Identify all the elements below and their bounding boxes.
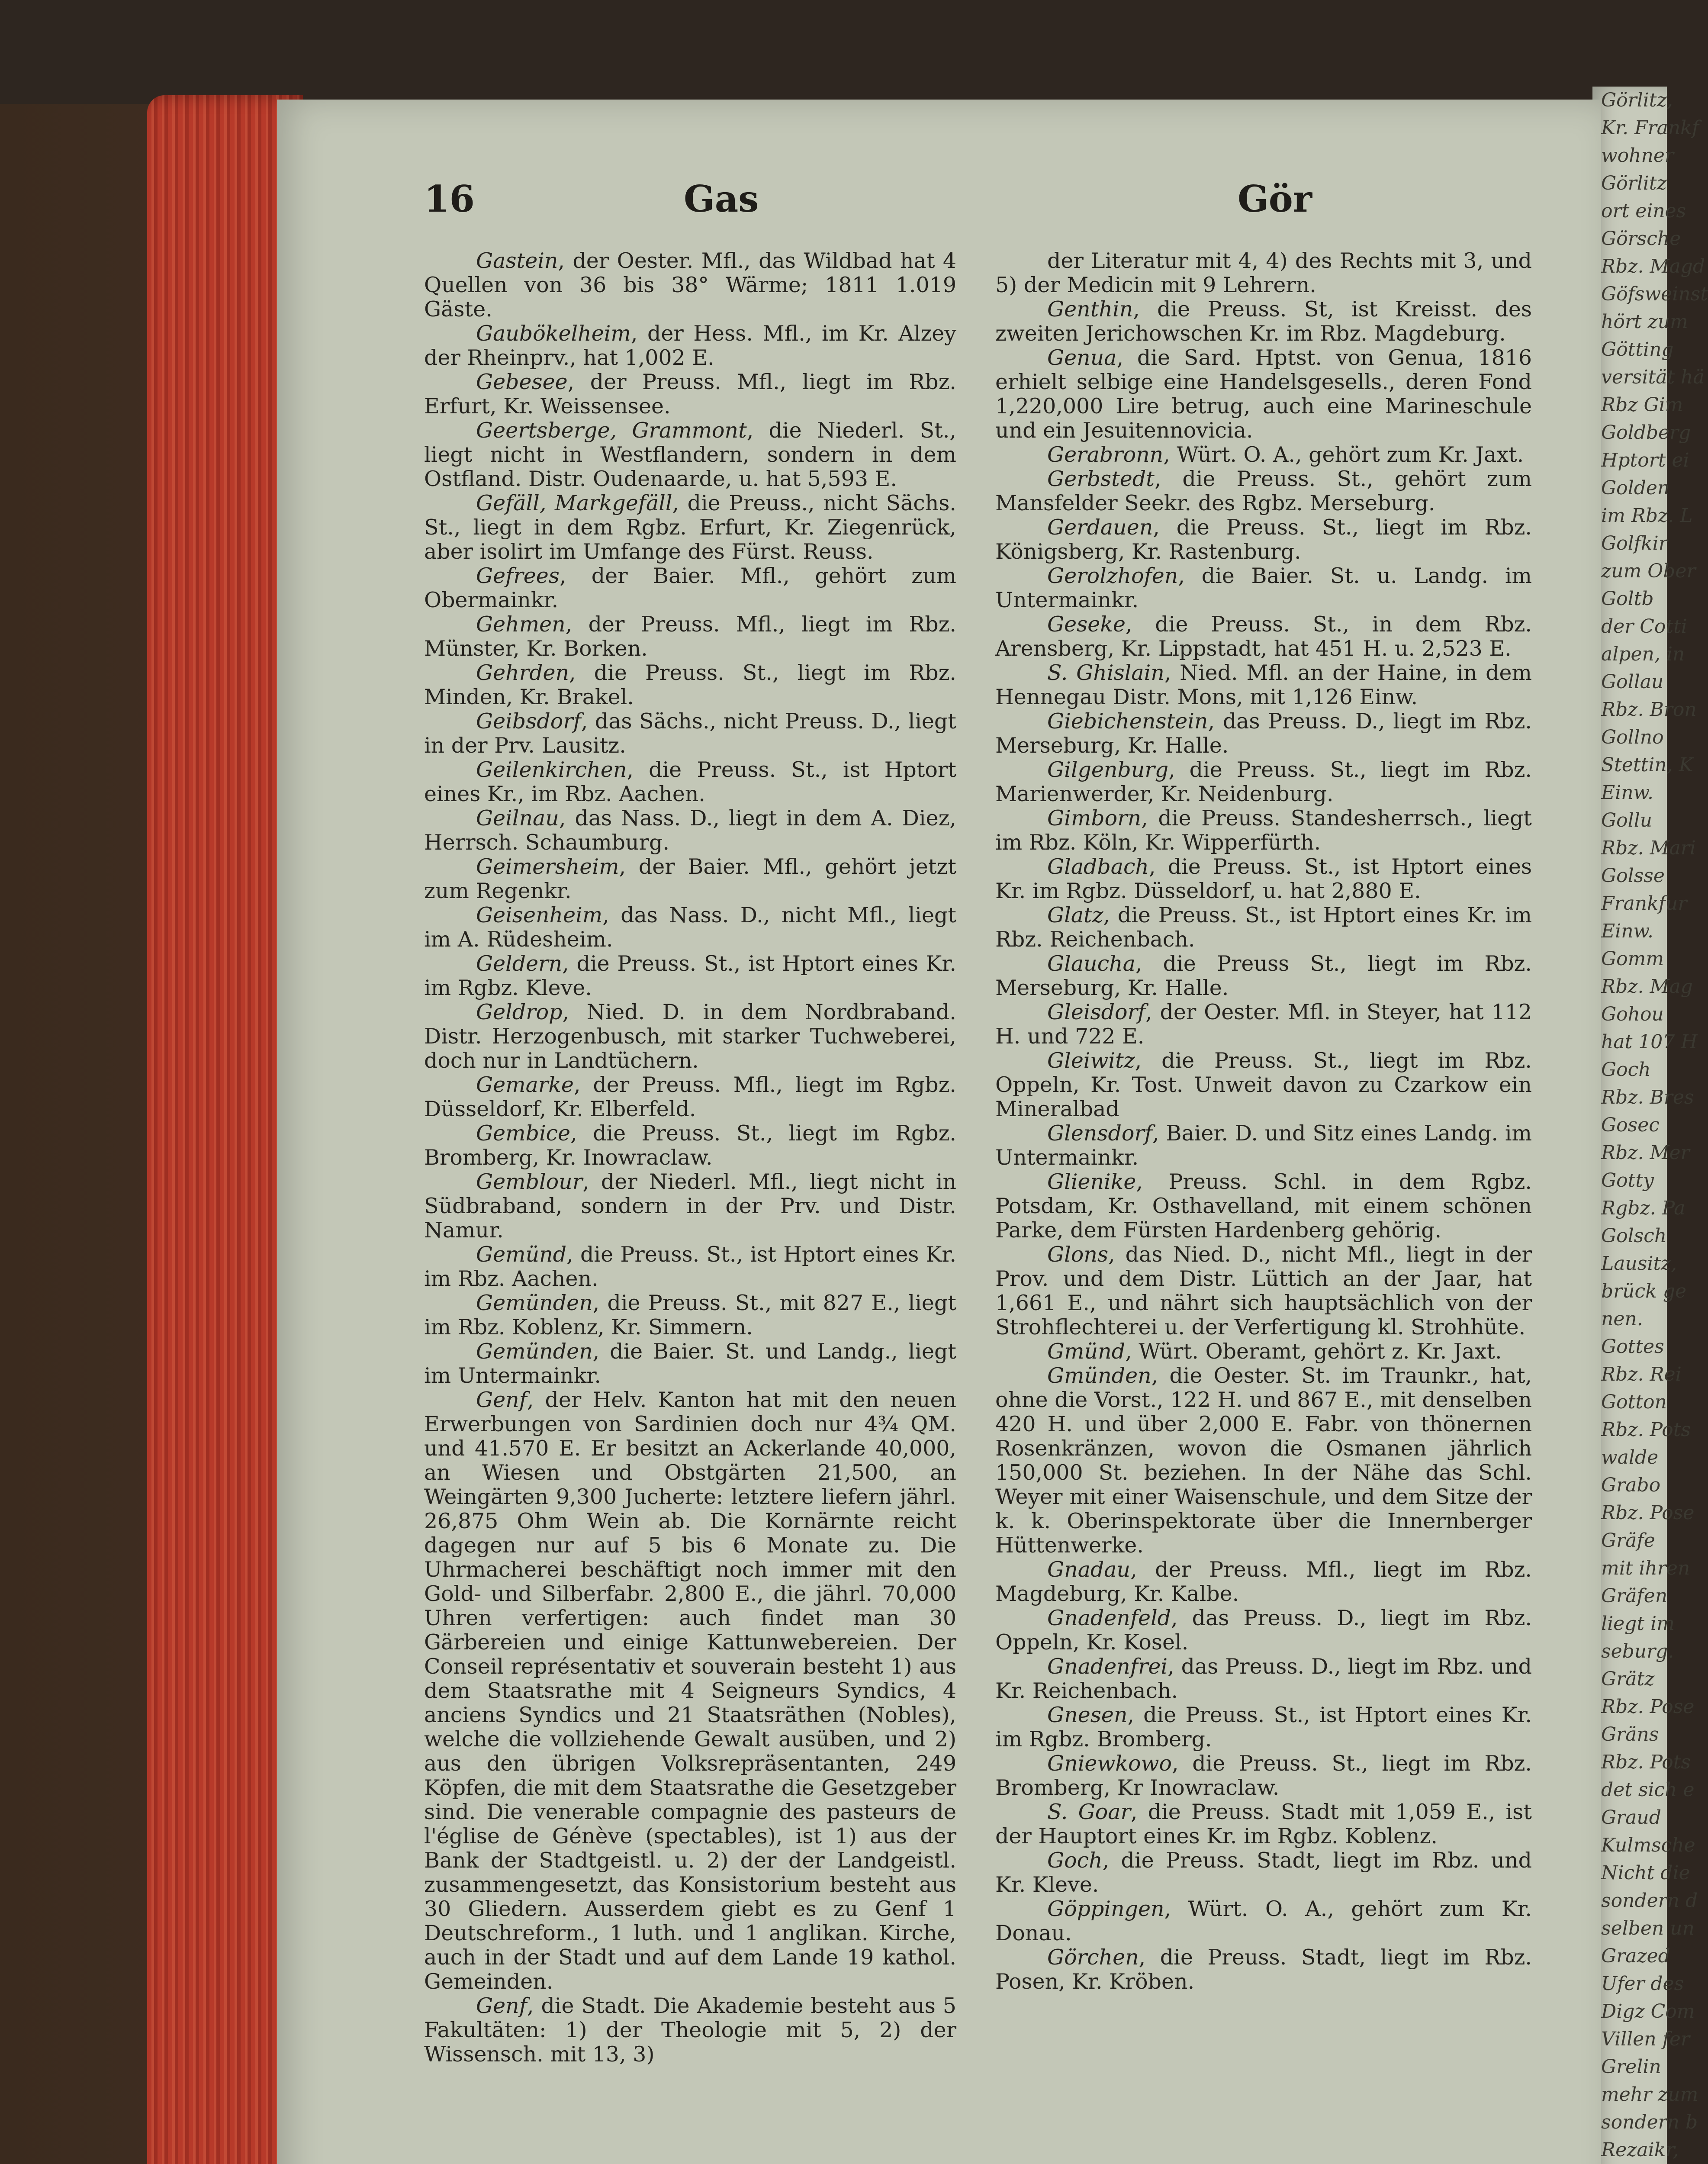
entry-text: , die Preuss. Stadt mit 1,059 E., ist der Hauptort eines Kr. im Rgbz. Koblenz.	[995, 1800, 1532, 1848]
entry-text: , der Oester. Mfl., das Wildbad hat 4 Quellen von 36 bis 38° Wärme; 1811 1.019 Gäste.	[424, 248, 956, 322]
entry-headword: Görchen	[1047, 1945, 1139, 1970]
entry-headword: Glons	[1047, 1242, 1109, 1267]
entry-headword: Giebichenstein	[1047, 709, 1208, 734]
dictionary-entry	[424, 1388, 956, 1994]
next-page-fragment: Gollu	[1601, 809, 1653, 831]
next-page-fragment: Hptort ei	[1601, 449, 1689, 471]
dictionary-entry	[424, 661, 956, 709]
entry-headword: Gleiwitz	[1047, 1048, 1135, 1073]
entry-text: , das Nass. D., liegt in dem A. Diez, Herrsch. Schaumburg.	[424, 806, 956, 855]
next-page-fragment: Rbz. Mer	[1601, 1142, 1690, 1164]
next-page-fragment: Goldberg	[1601, 422, 1691, 444]
entry-text: , der Preuss. Mfl., liegt im Rbz. Erfurt, Kr. Weissensee.	[424, 370, 956, 419]
entry-headword: Gemarke	[476, 1072, 574, 1097]
entry-text: , die Preuss. Stadt, liegt im Rbz. Posen, Kr. Kröben.	[995, 1945, 1532, 1994]
dictionary-entry	[995, 1049, 1532, 1121]
entry-headword: Gastein	[476, 248, 558, 273]
entry-headword: Genthin	[1047, 297, 1133, 322]
entry-headword: Gefäll, Markgefäll	[476, 491, 672, 515]
next-page-fragment: Kr. Frankf	[1601, 117, 1699, 139]
next-page-fragment: mehr zum	[1601, 2083, 1698, 2106]
next-page-fragment: wohner	[1601, 145, 1674, 167]
next-page-fragment: Stettin, K	[1601, 754, 1693, 776]
next-page-fragment: Rbz. Bron	[1601, 699, 1697, 721]
next-page-fragment: der Cotti	[1601, 615, 1687, 638]
dictionary-entry	[995, 1170, 1532, 1243]
next-page-fragment: Göfsweinst	[1601, 283, 1708, 305]
dictionary-entry	[424, 709, 956, 758]
dictionary-entry	[995, 1243, 1532, 1340]
entry-headword: Gemünden	[476, 1291, 593, 1315]
dictionary-entry	[424, 370, 956, 419]
next-page-fragment: Ufer des	[1601, 1973, 1684, 1995]
entry-text: , das Preuss. D., liegt im Rbz. Oppeln, Kr. Kosel.	[995, 1606, 1532, 1655]
entry-text: , Würt. O. A., gehört zum Kr. Donau.	[995, 1897, 1532, 1945]
next-page-fragment: Gollno	[1601, 726, 1664, 748]
entry-text: , Nied. Mfl. an der Haine, in dem Hennegau Distr. Mons, mit 1,126 Einw.	[995, 660, 1532, 709]
entry-headword: Gilgenburg	[1047, 757, 1169, 782]
entry-headword: Glaucha	[1047, 951, 1135, 976]
entry-headword: Gerdauen	[1047, 515, 1153, 540]
entry-text: , der Preuss. Mfl., liegt im Rbz. Münster, Kr. Borken.	[424, 612, 956, 661]
entry-text: , die Baier. St. und Landg., liegt im Untermainkr.	[424, 1339, 956, 1388]
entry-text: , Preuss. Schl. in dem Rgbz. Potsdam, Kr. Osthavelland, mit einem schönen Parke, dem Fürsten Hardenberg gehörig.	[995, 1169, 1532, 1243]
entry-text: , der Preuss. Mfl., liegt im Rbz. Magdeburg, Kr. Kalbe.	[995, 1557, 1532, 1606]
entry-headword: Gerabronn	[1047, 442, 1164, 467]
next-page-fragment: det sich e	[1601, 1779, 1695, 1801]
dictionary-entry	[995, 346, 1532, 443]
next-page-fragment: nen.	[1601, 1308, 1643, 1330]
dictionary-entry	[424, 1121, 956, 1170]
entry-headword: Gehrden	[476, 660, 569, 685]
next-page-fragment: im Rbz. L	[1601, 505, 1693, 527]
next-page-fragment: Rbz. Pots	[1601, 1751, 1691, 1773]
entry-headword: Genf	[476, 1388, 527, 1412]
page-header	[424, 177, 1532, 225]
next-page-fragment: Görlitz	[1601, 172, 1667, 194]
entry-text: , Baier. D. und Sitz eines Landg. im Untermainkr.	[995, 1121, 1532, 1170]
entry-headword: Gemünd	[476, 1242, 567, 1267]
dictionary-entry	[995, 1121, 1532, 1170]
next-page-fragment: Gotton	[1601, 1391, 1667, 1413]
entry-text: , die Preuss. St., ist Hptort eines Kr. im Rbz. Reichenbach.	[995, 903, 1532, 952]
next-page-fragment: Götting	[1601, 338, 1674, 361]
entry-headword: Gnadau	[1047, 1557, 1131, 1582]
entry-headword: S. Goar	[1047, 1800, 1131, 1824]
entry-headword: Gehmen	[476, 612, 566, 637]
next-page-fragment: mit ihren	[1601, 1557, 1690, 1579]
next-page-fragment: Golfkir	[1601, 532, 1668, 554]
next-page-fragment: Gräns	[1601, 1723, 1659, 1745]
entry-text: , die Preuss. St., mit 827 E., liegt im Rbz. Koblenz, Kr. Simmern.	[424, 1291, 956, 1340]
entry-headword: Geisenheim	[476, 903, 603, 927]
entry-headword: S. Ghislain	[1047, 660, 1164, 685]
dictionary-entry	[995, 1558, 1532, 1606]
entry-text: , Würt. Oberamt, gehört z. Kr. Jaxt.	[1125, 1339, 1502, 1364]
dictionary-entry	[424, 855, 956, 903]
dictionary-entry	[424, 564, 956, 612]
dictionary-entry	[424, 806, 956, 855]
entry-text: , die Oester. St. im Traunkr., hat, ohne die Vorst., 122 H. und 867 E., mit denselben 420 H. und über 2,000 E. Fabr. von thönernen Rosenkränzen, wovon die Osmanen jährlich 150,000 St. beziehen. In der Nähe das Schl. Weyer mit einer Waisenschule, und dem Sitze der k. k. Oberinspektorate über die Innernberger Hüttenwerke.	[995, 1363, 1532, 1558]
entry-headword: Gembice	[476, 1121, 571, 1146]
dictionary-entry	[995, 661, 1532, 709]
entry-headword: Genf	[476, 1993, 527, 2018]
entry-text: , die Preuss., nicht Sächs. St., liegt in dem Rgbz. Erfurt, Kr. Ziegenrück, aber isolirt im Umfange des Fürst. Reuss.	[424, 491, 957, 564]
entry-headword: Gemünden	[476, 1339, 593, 1364]
entry-headword: Gnesen	[1047, 1703, 1128, 1727]
next-page-fragment: Digz Com	[1601, 2000, 1695, 2022]
next-page-fragment: Golsse	[1601, 865, 1665, 887]
entry-text: , die Preuss. St., liegt im Rbz. Marienwerder, Kr. Neidenburg.	[995, 757, 1532, 806]
entry-text: , die Preuss. St., liegt im Rbz. Bromberg, Kr Inowraclaw.	[995, 1751, 1532, 1800]
entry-headword: Glensdorf	[1047, 1121, 1152, 1146]
entry-headword: Gefrees	[476, 564, 560, 588]
next-page-fragment: Gotty	[1601, 1169, 1654, 1191]
dictionary-entry	[995, 903, 1532, 952]
entry-text: , der Hess. Mfl., im Kr. Alzey der Rheinprv., hat 1,002 E.	[424, 321, 956, 370]
entry-text: , die Preuss. St., ist Hptort eines Kr. im Rgbz. Bromberg.	[995, 1703, 1532, 1752]
next-page-fragment: Görlitz,	[1601, 89, 1673, 111]
dictionary-entry	[995, 1340, 1532, 1364]
entry-headword: Geimersheim	[476, 854, 619, 879]
entry-headword: Göppingen	[1047, 1897, 1164, 1921]
entry-headword: Geibsdorf	[476, 709, 581, 734]
entry-headword: Gladbach	[1047, 854, 1149, 879]
dictionary-entry	[995, 443, 1532, 467]
entry-text: , die Baier. St. u. Landg. im Untermainkr.	[995, 564, 1532, 612]
dictionary-entry	[995, 467, 1532, 515]
entry-text: , die Preuss. St., liegt im Rbz. Oppeln, Kr. Tost. Unweit davon zu Czarkow ein Mineralbad	[995, 1048, 1532, 1121]
dictionary-entry	[424, 1073, 956, 1121]
next-page-fragment: Rbz. Pose	[1601, 1696, 1695, 1718]
dictionary-entry	[995, 297, 1532, 346]
entry-text: , das Preuss. D., liegt im Rbz. und Kr. Reichenbach.	[995, 1654, 1532, 1703]
dictionary-entry	[424, 1170, 956, 1243]
dictionary-entry	[995, 1945, 1532, 1994]
entry-text: , das Nass. D., nicht Mfl., liegt im A. Rüdesheim.	[424, 903, 956, 952]
entry-headword: Geilenkirchen	[476, 757, 627, 782]
next-page-fragment: seburg.	[1601, 1640, 1674, 1662]
dictionary-entry	[424, 758, 956, 806]
next-page-fragment: sondern d	[1601, 1890, 1698, 1912]
next-page-fragment: Goltb	[1601, 588, 1654, 610]
entry-text: , der Baier. Mfl., gehört jetzt zum Regenkr.	[424, 854, 956, 903]
entry-text: , Nied. D. in dem Nordbraband. Distr. Herzogenbusch, mit starker Tuchweberei, doch nur in Landtüchern.	[424, 1000, 956, 1073]
dictionary-entry	[995, 612, 1532, 661]
next-page-fragment: Einw.	[1601, 782, 1653, 804]
next-page-fragment: Gomm	[1601, 948, 1664, 970]
dictionary-entry	[424, 903, 956, 952]
entry-text: , die Preuss. St., liegt im Rbz. Königsberg, Kr. Rastenburg.	[995, 515, 1532, 564]
next-page-fragment: Rezaikr,	[1601, 2139, 1679, 2161]
dictionary-entry	[424, 1000, 956, 1073]
next-page-fragment: alpen, in	[1601, 643, 1685, 665]
next-page-fragment: Lausitz,	[1601, 1253, 1677, 1275]
entry-text: , die Preuss. St., liegt im Rgbz. Bromberg, Kr. Inowraclaw.	[424, 1121, 956, 1170]
entry-text: , die Sard. Hptst. von Genua, 1816 erhielt selbige eine Handelsgesells., deren Fond 1,220,000 Lire betrug, auch eine Marineschule und ein Jesuitennovicia.	[995, 345, 1532, 443]
dictionary-entry	[995, 758, 1532, 806]
next-page-fragment: Golden	[1601, 477, 1670, 499]
entry-headword: Glienike	[1047, 1169, 1136, 1194]
entry-headword: Gimborn	[1047, 806, 1142, 831]
dictionary-entry	[995, 1703, 1532, 1752]
next-page-fragment: Grätz	[1601, 1668, 1655, 1690]
entry-text: , das Sächs., nicht Preuss. D., liegt in der Prv. Lausitz.	[424, 709, 956, 758]
next-page-fragment: Graud	[1601, 1807, 1661, 1829]
entry-text: , die Preuss. St, ist Kreisst. des zweiten Jerichowschen Kr. im Rbz. Magdeburg.	[995, 297, 1532, 346]
next-page-fragment: Rbz. Pots	[1601, 1419, 1691, 1441]
dictionary-entry	[424, 1243, 956, 1291]
dictionary-entry	[995, 1655, 1532, 1703]
entry-headword: Gaubökelheim	[476, 321, 631, 346]
dictionary-entry	[995, 1606, 1532, 1655]
next-page-fragment: hört zum	[1601, 311, 1688, 333]
next-page-fragment: Rbz. Mag	[1601, 976, 1693, 998]
entry-text: , die Preuss. St., gehört zum Mansfelder Seekr. des Rgbz. Merseburg.	[995, 467, 1532, 515]
entry-text: , die Niederl. St., liegt nicht in Westflandern, sondern in dem Ostfland. Distr. Oudenaarde, u. hat 5,593 E.	[424, 418, 956, 491]
next-page-fragment: Grazed	[1601, 1945, 1670, 1967]
entry-headword: Gebesee	[476, 370, 568, 394]
next-page-fragment: Gohou	[1601, 1003, 1664, 1025]
next-page-fragment: Kulmsche	[1601, 1834, 1695, 1856]
page-number: 16	[424, 177, 475, 220]
left-column	[424, 249, 956, 2067]
entry-text: , die Preuss. St., liegt im Rbz. Minden, Kr. Brakel.	[424, 660, 956, 709]
next-page-fragment: Frankfur	[1601, 892, 1687, 915]
entry-text: , das Nied. D., nicht Mfl., liegt in der Prov. und dem Distr. Lüttich an der Jaar, hat 1,661 E., und nährt sich hauptsächlich von der Strohflechterei u. der Verfertigung kl. Strohhüte.	[995, 1242, 1532, 1340]
dictionary-entry	[995, 1897, 1532, 1945]
entry-headword: Geseke	[1047, 612, 1126, 637]
left-running-head: Gas	[684, 177, 759, 220]
next-page-fragment: walde	[1601, 1446, 1659, 1468]
dictionary-entry	[995, 709, 1532, 758]
entry-text: , die Preuss. Standesherrsch., liegt im Rbz. Köln, Kr. Wipperfürth.	[995, 806, 1532, 855]
entry-headword: Gmünd	[1047, 1339, 1126, 1364]
entry-text: , der Oester. Mfl. in Steyer, hat 112 H. und 722 E.	[995, 1000, 1532, 1049]
entry-text: , die Preuss. St., ist Hptort eines Kr., im Rbz. Aachen.	[424, 757, 956, 806]
entry-text: , der Preuss. Mfl., liegt im Rgbz. Düsseldorf, Kr. Elberfeld.	[424, 1072, 956, 1121]
next-page-fragment: brück ge	[1601, 1280, 1687, 1302]
entry-text: , Würt. O. A., gehört zum Kr. Jaxt.	[1163, 442, 1524, 467]
dictionary-entry	[995, 806, 1532, 855]
entry-text: , der Helv. Kanton hat mit den neuen Erwerbungen von Sardinien doch nur 4¾ QM. und 41.570 E. Er besitzt an Ackerlande 40,000, an Wiesen und Obstgärten 21,500, an Weingärten 9,300 Jucherte: letztere liefern jährl. 26,875 Ohm Wein ab. Die Kornärnte reicht dagegen nur auf 5 bis 6 Monate zu. Die Uhrmacherei beschäftigt noch immer mit den Gold- und Silberfabr. 2,800 E., die jährl. 70,000 Uhren verfertigen: auch findet man 30 Gärbereien und einige Kattunwebereien. Der Conseil représentativ et souverain besteht 1) aus dem Staatsrathe mit 4 Seigneurs Syndics, 4 anciens Syndics und 21 Staatsräthen (Nobles), welche die vollziehende Gewalt ausüben, und 2) aus den übrigen Volksrepräsentanten, 249 Köpfen, die mit dem Staatsrathe die Gesetzgeber sind. Die venerable compagnie des pasteurs de l'église de Génève (spectables), ist 1) aus der Bank der Stadtgeistl. u. 2) der der Landgeistl. zusammengesetzt, das Konsistorium besteht aus 30 Gliedern. Ausserdem giebt es zu Genf 1 Deutschreform., 1 luth. und 1 anglikan. Kirche, auch in der Stadt und auf dem Lande 19 kathol. Gemeinden.	[424, 1388, 956, 1994]
dictionary-entry	[424, 1340, 956, 1388]
next-page-fragment: hat 107 H	[1601, 1031, 1698, 1053]
next-page-fragment: Nicht die	[1601, 1862, 1690, 1884]
dictionary-entry	[995, 1848, 1532, 1897]
dictionary-entry	[995, 855, 1532, 903]
dictionary-entry	[424, 249, 956, 322]
next-page-fragment: Rbz. Bres	[1601, 1086, 1694, 1108]
entry-headword: Gemblour	[476, 1169, 583, 1194]
next-page-fragment: Rbz. Rei	[1601, 1363, 1682, 1385]
dictionary-entry	[995, 1000, 1532, 1049]
next-page-fragment: Gottes	[1601, 1336, 1664, 1358]
entry-headword: Gnadenfeld	[1047, 1606, 1171, 1630]
next-page-fragment: Einw.	[1601, 920, 1653, 942]
dictionary-entry	[424, 419, 956, 491]
next-page-fragment: liegt im	[1601, 1613, 1675, 1635]
next-page-fragment: Rbz Gim	[1601, 394, 1683, 416]
entry-headword: Geertsberge, Grammont	[476, 418, 747, 443]
entry-headword: Geilnau	[476, 806, 559, 831]
dictionary-entry	[995, 564, 1532, 612]
entry-text: , die Preuss. St., in dem Rbz. Arensberg, Kr. Lippstadt, hat 451 H. u. 2,523 E.	[995, 612, 1532, 661]
entry-headword: Gleisdorf	[1047, 1000, 1146, 1024]
entry-text: , die Preuss. Stadt, liegt im Rbz. und Kr. Kleve.	[995, 1848, 1532, 1897]
dictionary-entry	[995, 952, 1532, 1000]
right-column	[995, 249, 1532, 1994]
dictionary-entry	[995, 1800, 1532, 1848]
next-page-fragment: Görsche	[1601, 228, 1681, 250]
next-page-fragment: Rgbz. Pa	[1601, 1197, 1685, 1219]
entry-text: , die Preuss St., liegt im Rbz. Merseburg, Kr. Halle.	[995, 951, 1532, 1000]
next-page-fragment: Villen fer	[1601, 2028, 1690, 2050]
next-page-fragment: selben un	[1601, 1917, 1695, 1939]
entry-text: , der Niederl. Mfl., liegt nicht in Südbraband, sondern in der Prv. und Distr. Namur.	[424, 1169, 956, 1243]
right-running-head: Gör	[1238, 177, 1312, 220]
entry-text: , die Stadt. Die Akademie besteht aus 5 Fakultäten: 1) der Theologie mit 5, 2) der Wissensch. mit 13, 3)	[424, 1993, 956, 2067]
next-page-fragment: Gollau	[1601, 671, 1664, 693]
next-page-fragment: Rbz. Magd	[1601, 255, 1705, 277]
entry-headword: Gmünden	[1047, 1363, 1152, 1388]
dictionary-entry	[424, 1291, 956, 1340]
entry-headword: Gnadenfrei	[1047, 1654, 1168, 1679]
entry-text: der Literatur mit 4, 4) des Rechts mit 3, und 5) der Medicin mit 9 Lehrern.	[995, 248, 1532, 297]
dictionary-entry	[424, 952, 956, 1000]
entry-text: , die Preuss. St., ist Hptort eines Kr. im Rgbz. Kleve.	[424, 951, 956, 1000]
next-page-fragment: Golsch	[1601, 1225, 1667, 1247]
next-page-fragment: versität hä	[1601, 366, 1705, 388]
next-page-margin	[1592, 87, 1708, 2164]
next-page-fragment: Rbz. Mari	[1601, 837, 1696, 859]
dictionary-entry	[424, 322, 956, 370]
entry-headword: Goch	[1047, 1848, 1103, 1873]
next-page-fragment: Gräfen	[1601, 1585, 1668, 1607]
entry-headword: Glatz	[1047, 903, 1103, 927]
entry-headword: Gniewkowo	[1047, 1751, 1172, 1776]
next-page-fragment: Gosec	[1601, 1114, 1660, 1136]
dictionary-entry	[995, 1364, 1532, 1558]
dictionary-entry	[995, 515, 1532, 564]
entry-headword: Gerolzhofen	[1047, 564, 1178, 588]
next-page-fragment: Grelin	[1601, 2056, 1661, 2078]
entry-text: , das Preuss. D., liegt im Rbz. Merseburg, Kr. Halle.	[995, 709, 1532, 758]
dictionary-entry	[424, 612, 956, 661]
next-page-fragment: zum Ober	[1601, 560, 1696, 582]
entry-headword: Geldrop	[476, 1000, 563, 1024]
dictionary-entry	[995, 1752, 1532, 1800]
dictionary-entry	[424, 491, 956, 564]
next-page-fragment: ort eines	[1601, 200, 1686, 222]
dictionary-entry	[424, 1994, 956, 2067]
next-page-fragment: Rbz. Pose	[1601, 1502, 1695, 1524]
entry-text: , die Preuss. St., ist Hptort eines Kr. im Rbz. Aachen.	[424, 1242, 956, 1291]
next-page-fragment: sondern b	[1601, 2111, 1698, 2133]
entry-text: , die Preuss. St., ist Hptort eines Kr. im Rgbz. Düsseldorf, u. hat 2,880 E.	[995, 854, 1532, 903]
next-page-fragment: Gräfe	[1601, 1530, 1655, 1552]
entry-headword: Geldern	[476, 951, 563, 976]
dictionary-entry	[995, 249, 1532, 297]
entry-headword: Genua	[1047, 345, 1117, 370]
next-page-fragment: Goch	[1601, 1059, 1651, 1081]
entry-headword: Gerbstedt	[1047, 467, 1155, 491]
entry-text: , der Baier. Mfl., gehört zum Obermainkr.	[424, 564, 956, 612]
next-page-fragment: Grabo	[1601, 1474, 1661, 1496]
